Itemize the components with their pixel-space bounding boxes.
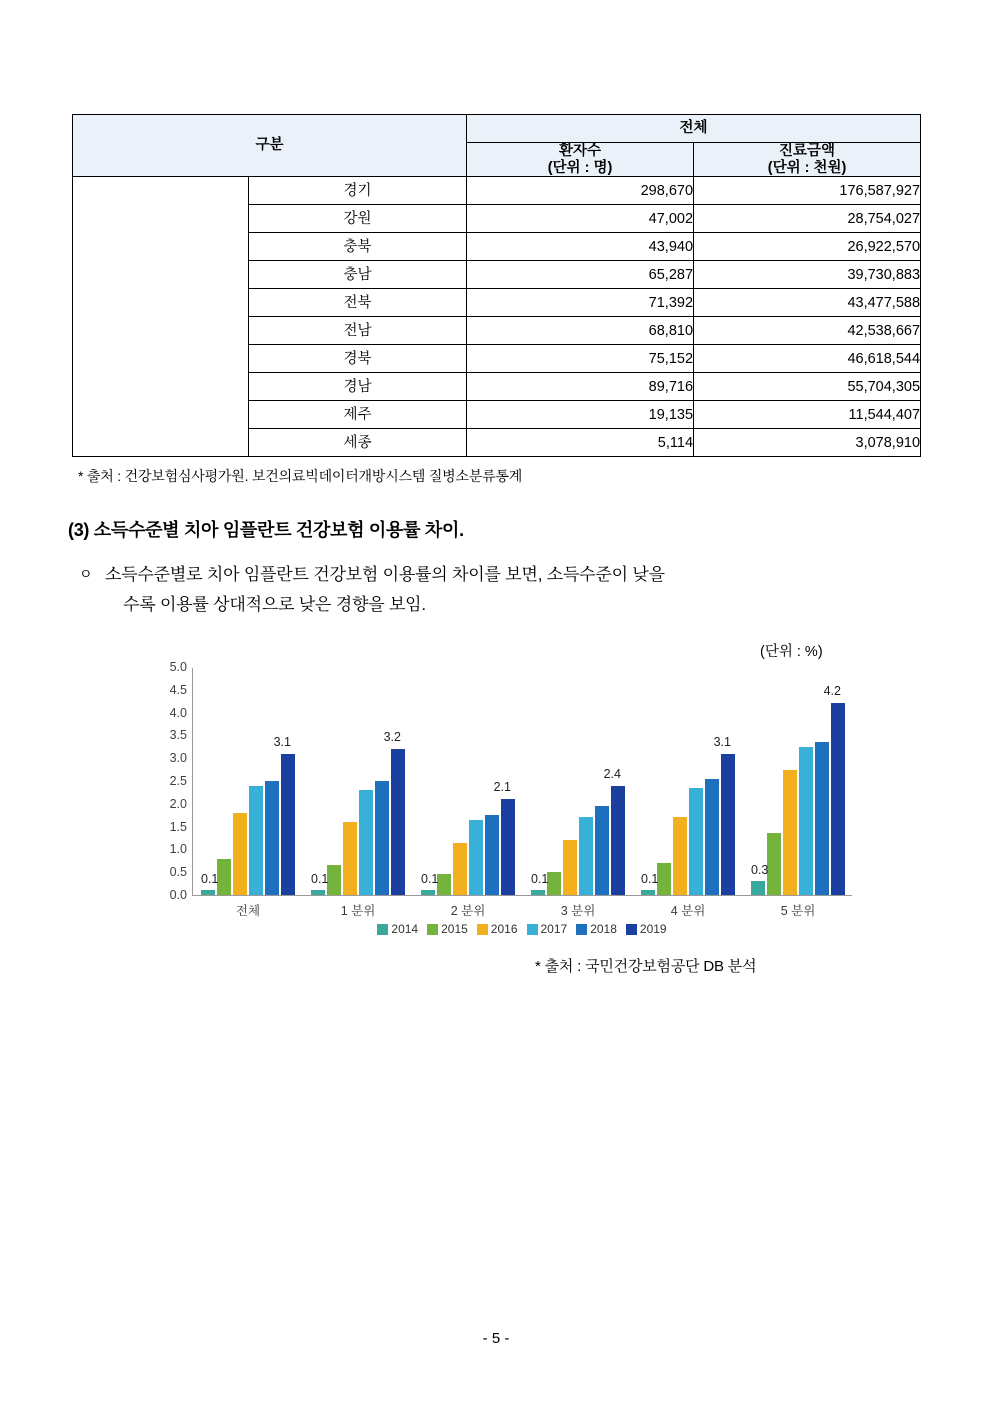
chart-legend-item — [477, 922, 518, 936]
chart-legend-item — [576, 922, 617, 936]
chart-bar — [595, 806, 609, 895]
chart-category-group — [193, 667, 303, 918]
chart-bar — [391, 749, 405, 895]
chart-legend-item — [427, 922, 468, 936]
chart-legend-item — [626, 922, 667, 936]
chart-bar — [657, 863, 671, 895]
chart-y-tick: 2.5 — [169, 774, 187, 788]
chart-bar — [799, 747, 813, 895]
chart-bar — [705, 779, 719, 895]
chart-x-tick-label: 전체 — [235, 904, 261, 918]
chart-data-label-first: 0.1 — [421, 872, 439, 887]
chart-y-tick: 3.0 — [169, 751, 187, 766]
chart-legend-item — [527, 922, 568, 936]
table-cell-region-group — [73, 177, 249, 457]
table-cell-patients: 68,810 — [467, 317, 694, 345]
chart-bar — [501, 799, 515, 895]
table-cell-amount: 39,730,883 — [694, 261, 921, 289]
chart-y-tick: 1.5 — [169, 819, 187, 834]
chart-legend-label: 2014 — [391, 922, 419, 936]
chart-bar — [721, 754, 735, 895]
chart-category-group — [413, 667, 523, 918]
chart-y-tick: 4.5 — [169, 682, 187, 697]
chart-bar — [281, 754, 295, 895]
chart-bar — [689, 788, 703, 895]
table-cell-patients: 89,716 — [467, 373, 694, 401]
chart-y-tick: 4.0 — [169, 705, 187, 720]
chart-bar — [751, 881, 765, 895]
chart-category-group — [633, 667, 743, 918]
chart-y-tick: 1.0 — [169, 842, 187, 857]
table-cell-amount: 28,754,027 — [694, 205, 921, 233]
table-cell-amount: 42,538,667 — [694, 317, 921, 345]
chart-bar-group — [303, 667, 413, 895]
chart-bar-group — [193, 667, 303, 895]
chart-y-tick: 0.0 — [169, 888, 187, 902]
chart-bar — [767, 833, 781, 895]
section-heading: (3) 소득수준별 치아 임플란트 건강보험 이용률 차이. — [68, 520, 464, 540]
chart-data-label-first: 0.3 — [751, 863, 769, 878]
table-source-note: * 출처 : 건강보험심사평가원. 보건의료빅데이터개방시스템 질병소분류통계 — [78, 468, 523, 484]
table-cell-patients: 19,135 — [467, 401, 694, 429]
table-cell-amount: 43,477,588 — [694, 289, 921, 317]
chart-bar — [327, 865, 341, 895]
chart-bar — [815, 742, 829, 895]
table-cell-region: 강원 — [249, 205, 467, 233]
chart-x-tick-label: 1 분위 — [340, 904, 376, 918]
table-cell-amount: 46,618,544 — [694, 345, 921, 373]
bullet-text: 소득수준별로 치아 임플란트 건강보험 이용률의 차이를 보면, 소득수준이 낮을 수록 이용률 상대적으로 낮은 경향을 보임. — [105, 565, 665, 614]
chart-data-label-last: 2.1 — [493, 780, 511, 795]
table-header-patients: 환자수 (단위 : 명) — [467, 143, 694, 177]
chart-unit-label: (단위 : %) — [760, 644, 823, 660]
chart-data-label-last: 3.2 — [383, 730, 401, 745]
chart-category-group — [743, 667, 853, 918]
chart-data-label-first: 0.1 — [641, 872, 659, 887]
table-row — [73, 177, 921, 205]
chart-bar — [453, 843, 467, 895]
chart-legend-swatch — [377, 924, 388, 935]
chart-legend-label: 2019 — [639, 922, 667, 936]
chart-x-tick-label: 5 분위 — [780, 904, 816, 918]
chart-bar — [201, 890, 215, 895]
table-cell-amount: 11,544,407 — [694, 401, 921, 429]
chart-legend-swatch — [427, 924, 438, 935]
chart-legend-label: 2018 — [590, 922, 617, 936]
section-bullet — [79, 560, 935, 620]
chart-bar — [641, 890, 655, 895]
chart-data-label-last: 2.4 — [603, 766, 621, 781]
chart-bar — [611, 786, 625, 895]
table-cell-patients: 5,114 — [467, 429, 694, 457]
chart-source-note: * 출처 : 국민건강보험공단 DB 분석 — [535, 958, 757, 975]
chart-bar — [437, 874, 451, 895]
chart-x-tick-label: 4 분위 — [670, 904, 706, 918]
chart-bar — [563, 840, 577, 895]
chart-bar — [343, 822, 357, 895]
chart-bar — [579, 817, 593, 895]
chart-bar — [311, 890, 325, 895]
chart-legend-swatch — [527, 924, 538, 935]
table-cell-patients: 47,002 — [467, 205, 694, 233]
chart-bar — [265, 781, 279, 895]
chart-legend — [192, 922, 852, 936]
chart-bar — [783, 770, 797, 895]
chart-y-tick: 2.0 — [169, 796, 187, 811]
table-cell-amount: 26,922,570 — [694, 233, 921, 261]
chart-bar — [469, 820, 483, 895]
chart-data-label-first: 0.1 — [311, 872, 329, 887]
chart-y-tick: 3.5 — [169, 728, 187, 743]
chart-data-label-last: 3.1 — [713, 734, 731, 749]
chart-bar-group — [633, 667, 743, 895]
chart-bar — [421, 890, 435, 895]
chart-category-group — [523, 667, 633, 918]
table-cell-region: 경기 — [249, 177, 467, 205]
table-cell-patients: 43,940 — [467, 233, 694, 261]
chart-bar — [673, 817, 687, 895]
chart-y-tick: 0.5 — [169, 865, 187, 880]
implant-usage-bar-chart — [130, 660, 870, 950]
table-cell-region: 경북 — [249, 345, 467, 373]
table-cell-amount: 176,587,927 — [694, 177, 921, 205]
table-cell-region: 충남 — [249, 261, 467, 289]
table-cell-region: 충북 — [249, 233, 467, 261]
chart-bar — [359, 790, 373, 895]
chart-category-group — [303, 667, 413, 918]
table-cell-region: 경남 — [249, 373, 467, 401]
statistics-table — [72, 114, 920, 457]
page-number: - 5 - — [482, 1330, 510, 1347]
table-cell-patients: 298,670 — [467, 177, 694, 205]
table-cell-region: 전북 — [249, 289, 467, 317]
chart-bar-group — [743, 667, 853, 895]
chart-bar — [375, 781, 389, 895]
table-header-amount: 진료금액 (단위 : 천원) — [694, 143, 921, 177]
table-cell-patients: 71,392 — [467, 289, 694, 317]
chart-bar — [547, 872, 561, 895]
chart-legend-swatch — [626, 924, 637, 935]
chart-legend-item — [377, 922, 418, 936]
chart-bar — [485, 815, 499, 895]
chart-legend-swatch — [576, 924, 587, 935]
table-cell-amount: 55,704,305 — [694, 373, 921, 401]
bullet-marker: ㅇ — [79, 566, 93, 582]
table-cell-patients: 75,152 — [467, 345, 694, 373]
chart-bar — [233, 813, 247, 895]
chart-y-tick: 5.0 — [169, 660, 187, 674]
chart-legend-swatch — [477, 924, 488, 935]
chart-data-label-last: 4.2 — [823, 684, 841, 699]
table-cell-region: 전남 — [249, 317, 467, 345]
chart-data-label-last: 3.1 — [273, 734, 291, 749]
table-cell-patients: 65,287 — [467, 261, 694, 289]
table-cell-region: 세종 — [249, 429, 467, 457]
chart-bar — [531, 890, 545, 895]
chart-legend-label: 2017 — [540, 922, 568, 936]
chart-plot-area — [169, 660, 852, 918]
table-header-total: 전체 — [467, 115, 921, 143]
chart-bar — [249, 786, 263, 895]
chart-data-label-first: 0.1 — [201, 872, 219, 887]
chart-legend-label: 2015 — [441, 922, 468, 936]
table-cell-region: 제주 — [249, 401, 467, 429]
chart-bar — [831, 703, 845, 895]
chart-x-tick-label: 3 분위 — [560, 904, 596, 918]
chart-x-tick-label: 2 분위 — [450, 904, 486, 918]
table-header-gubun: 구분 — [73, 115, 467, 177]
chart-bar — [217, 859, 231, 895]
chart-data-label-first: 0.1 — [531, 872, 549, 887]
chart-bar-group — [523, 667, 633, 895]
chart-legend-label: 2016 — [490, 922, 518, 936]
table-cell-amount: 3,078,910 — [694, 429, 921, 457]
